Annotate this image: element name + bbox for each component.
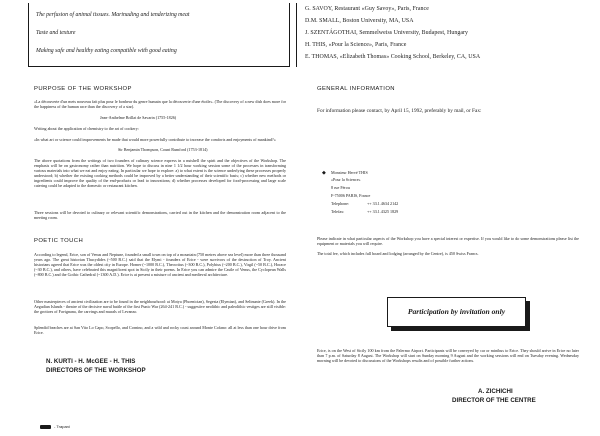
contact-intro: For information please contact, by April 15, 1992, preferably by mail, or Fax: bbox=[317, 108, 482, 114]
footer-text: - Trapani bbox=[54, 424, 70, 429]
divider bbox=[296, 3, 297, 67]
poetic-heading: POETIC TOUCH bbox=[34, 238, 84, 244]
bullet-icon: ◆ bbox=[322, 171, 326, 176]
organizer-5: E. THOMAS, «Elizabeth Thomas» Cooking School, Berkeley, CA, USA bbox=[305, 54, 481, 60]
topic-safe-eating: Making safe and healthy eating compatible with good eating bbox=[36, 48, 177, 54]
poetic-body-2: Other masterpieces of ancient civilization are to be found in the neighbourhood: at Motya (Phoenician), Segesta (Elymian), and Selinunte (Greek). In the Aegadian Islands - theatre of the decisive naval battle of the first Punic War (264-241 B.C.) - suggestive neolithic and paleolithic vestiges are still visible: the grottoes of Favignana, the carvings and murals of Levanzo. bbox=[34, 299, 286, 315]
interest-note: Please indicate in what particular aspects of the Workshop you have a special interest or expertise. If you would like to do some demonstrations please list the equipment or materials you will require. bbox=[317, 236, 579, 247]
organizer-4: H. THIS, «Pour la Science», Paris, France bbox=[305, 42, 407, 48]
invitation-box bbox=[387, 297, 526, 327]
poetic-body-1: According to legend, Erice, son of Venus and Neptune, founded a small town on top of a mountain (750 metres above sea level) more than three thousand years ago. The great historian Thucydides (~500 B.C.) said that the Elymi - founders of Erice - were survivors of the destruction of Troy. Ancient historians agreed that Erice was the oldest city in Europe. Homer (~1000 B.C.), Theocritus (~300 B.C.), Polybius (~200 B.C.), Virgil (~50 B.C.), Horace (~30 B.C.), and others, have celebrated this magnificent spot in Sicily in their poems. In Erice you can admire the Castle of Venus, the Cyclopean Walls (~800 B.C.) and the Gothic Cathedral (~1300 A.D.). Erice is at present a mixture of ancient and medieval architecture. bbox=[34, 252, 286, 278]
footer bbox=[40, 424, 70, 429]
invitation-text: Participation by invitation only bbox=[407, 307, 506, 316]
general-heading: GENERAL INFORMATION bbox=[317, 86, 395, 92]
phone-label: Telephone: bbox=[331, 201, 350, 206]
directors-names: N. KURTI - H. McGEE - H. THIS bbox=[46, 358, 136, 365]
purpose-intro: Writing about the application of chemistry to the art of cookery: bbox=[34, 126, 139, 131]
organizer-1: G. SAVOY, Restaurant «Guy Savoy», Paris, France bbox=[305, 6, 429, 12]
organizer-3: J. SZENTÁGOTHAI, Semmelweiss University, Budapest, Hungary bbox=[305, 30, 469, 36]
fax-value: ++ 33.1.4325 1829 bbox=[367, 209, 399, 214]
organizer-2: D.M. SMALL, Boston University, MA, USA bbox=[305, 18, 414, 24]
address-line-4: F-75006 PARIS, France bbox=[331, 193, 371, 198]
topic-perfusion: The perfusion of animal tissues. Marinading and tenderizing meat bbox=[36, 12, 190, 18]
centre-director-role: DIRECTOR OF THE CENTRE bbox=[452, 397, 536, 404]
address-line-2: «Pour la Science» bbox=[331, 177, 361, 182]
purpose-heading: PURPOSE OF THE WORKSHOP bbox=[34, 86, 132, 92]
purpose-quote-2: «In what art or science could improvements be made that would more powerfully contribute to increase the comforts and enjoyments of mankind?» bbox=[34, 137, 276, 142]
purpose-quote-2-author: Sir Benjamin Thompson, Count Rumford (1753-1814) bbox=[118, 147, 208, 152]
purpose-quote-1-author: Jean-Anthelme Brillat de Savarin (1755-1826) bbox=[100, 115, 177, 120]
phone-value: ++ 33.1.4634 2142 bbox=[367, 201, 399, 206]
location-info: Erice, is on the West of Sicily 100 km from the Palermo Airport. Participants will be conveyed by car or minibus to Erice. They should arrive in Erice no later than 7 p.m. of Saturday 8 August. The Workshop will start on Sunday morning 9 August and the working sessions will end on Tuesday evening. Wednesday morning will be devoted to discussions of the Workshops results and of possible further actions. bbox=[317, 348, 579, 364]
fee-note: The total fee, which includes full board and lodging (arranged by the Centre), is 450 Swiss Francs. bbox=[317, 251, 479, 256]
logo-icon bbox=[40, 425, 51, 429]
poetic-body-3: Splendid beaches are at San Vito Lo Capo, Scopello, and Cornino, and a wild and rocky coast around Monte Cofano: all at less than one hour drive from Erice. bbox=[34, 325, 286, 336]
topic-taste: Taste and texture bbox=[36, 30, 76, 36]
purpose-body-2: Three sessions will be devoted to culinary or relevant scientific demonstrations, carried out in the kitchen and the demonstration room adjacent to the meeting room. bbox=[34, 210, 286, 221]
purpose-quote-1: «La découverte d'un mets nouveau fait plus pour le bonheur du genre humain que la découverte d'une étoile». (The discovery of a new dish does more for the happiness of the human race than the discovery of a star). bbox=[34, 99, 286, 110]
address-line-3: 8 rue Férou bbox=[331, 185, 350, 190]
purpose-body: The above quotations from the writings of two founders of culinary science express in a nutshell the spirit and the objectives of the Workshop. The emphasis will be on gastronomy rather than nutrition. We hope to discuss in nine 1 1/2 hour working session some of the processes in transforming various materials into what we eat and enjoy eating. In particular we hope to explore: a) to what extent is the science underlying these processes properly understood; b) whether the existing cooking methods could be improved by a better understanding of their scientific basis; c) whether new methods or ingredients could improve the quality of the end-products or lead to innovations; d) whether processes developed for food-processing and large scale catering could be adapted to the domestic or restaurant kitchen. bbox=[34, 158, 286, 189]
address-line-1: Monsieur Hervé THIS bbox=[331, 170, 368, 175]
centre-director-name: A. ZICHICHI bbox=[478, 388, 513, 395]
directors-role: DIRECTORS OF THE WORKSHOP bbox=[46, 367, 146, 374]
fax-label: Telefax: bbox=[331, 209, 345, 214]
